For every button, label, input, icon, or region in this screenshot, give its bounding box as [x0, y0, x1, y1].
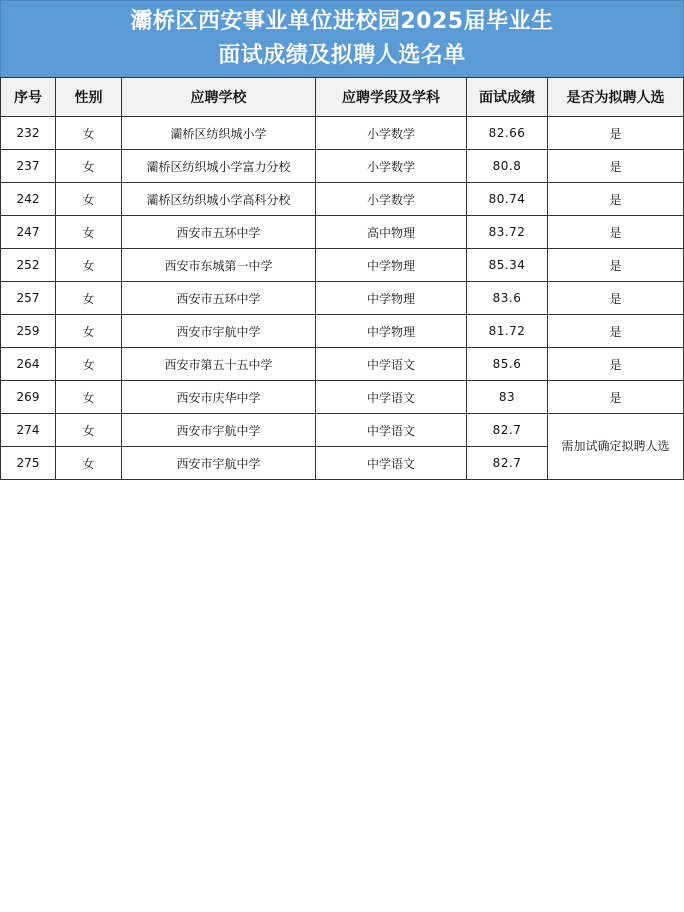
table-row — [1, 183, 684, 216]
cell-id: 252 — [1, 249, 56, 282]
cell-score: 85.34 — [467, 249, 548, 282]
cell-school: 灞桥区纺织城小学富力分校 — [122, 150, 316, 183]
cell-id: 264 — [1, 348, 56, 381]
cell-id: 257 — [1, 282, 56, 315]
cell-school: 西安市五环中学 — [122, 216, 316, 249]
cell-gender: 女 — [56, 447, 122, 480]
table-row — [1, 117, 684, 150]
header-id: 序号 — [1, 78, 56, 117]
cell-result: 是 — [548, 216, 684, 249]
header-school: 应聘学校 — [122, 78, 316, 117]
cell-result: 是 — [548, 183, 684, 216]
cell-score: 82.7 — [467, 447, 548, 480]
cell-result: 是 — [548, 117, 684, 150]
cell-id: 275 — [1, 447, 56, 480]
cell-score: 80.74 — [467, 183, 548, 216]
cell-gender: 女 — [56, 150, 122, 183]
cell-subject: 中学语文 — [316, 447, 467, 480]
cell-result: 是 — [548, 348, 684, 381]
title-banner — [0, 0, 684, 78]
cell-id: 274 — [1, 414, 56, 447]
cell-score: 80.8 — [467, 150, 548, 183]
cell-score: 83 — [467, 381, 548, 414]
cell-school: 西安市宇航中学 — [122, 414, 316, 447]
title-line-2: 面试成绩及拟聘人选名单 — [218, 43, 466, 68]
cell-gender: 女 — [56, 117, 122, 150]
cell-result: 是 — [548, 150, 684, 183]
table-row — [1, 414, 684, 447]
cell-result: 是 — [548, 315, 684, 348]
cell-subject: 中学语文 — [316, 414, 467, 447]
cell-subject: 中学物理 — [316, 282, 467, 315]
cell-subject: 中学物理 — [316, 249, 467, 282]
cell-score: 81.72 — [467, 315, 548, 348]
cell-subject: 小学数学 — [316, 117, 467, 150]
cell-subject: 小学数学 — [316, 183, 467, 216]
cell-gender: 女 — [56, 414, 122, 447]
cell-result-merged: 需加试确定拟聘人选 — [548, 414, 684, 480]
cell-result: 是 — [548, 381, 684, 414]
cell-score: 82.7 — [467, 414, 548, 447]
cell-school: 西安市东城第一中学 — [122, 249, 316, 282]
cell-school: 西安市第五十五中学 — [122, 348, 316, 381]
cell-school: 西安市宇航中学 — [122, 315, 316, 348]
cell-gender: 女 — [56, 348, 122, 381]
cell-id: 242 — [1, 183, 56, 216]
cell-school: 西安市宇航中学 — [122, 447, 316, 480]
table-row — [1, 381, 684, 414]
cell-id: 259 — [1, 315, 56, 348]
cell-id: 247 — [1, 216, 56, 249]
cell-subject: 中学语文 — [316, 348, 467, 381]
table-row — [1, 282, 684, 315]
cell-id: 269 — [1, 381, 56, 414]
cell-school: 西安市庆华中学 — [122, 381, 316, 414]
cell-gender: 女 — [56, 216, 122, 249]
cell-school: 灞桥区纺织城小学 — [122, 117, 316, 150]
table-row — [1, 315, 684, 348]
table-row — [1, 216, 684, 249]
cell-score: 83.6 — [467, 282, 548, 315]
cell-subject: 中学语文 — [316, 381, 467, 414]
header-subject: 应聘学段及学科 — [316, 78, 467, 117]
cell-school: 灞桥区纺织城小学高科分校 — [122, 183, 316, 216]
cell-gender: 女 — [56, 249, 122, 282]
table-row — [1, 249, 684, 282]
cell-school: 西安市五环中学 — [122, 282, 316, 315]
cell-subject: 高中物理 — [316, 216, 467, 249]
cell-id: 232 — [1, 117, 56, 150]
header-score: 面试成绩 — [467, 78, 548, 117]
cell-gender: 女 — [56, 183, 122, 216]
cell-score: 85.6 — [467, 348, 548, 381]
cell-gender: 女 — [56, 282, 122, 315]
cell-score: 83.72 — [467, 216, 548, 249]
header-gender: 性别 — [56, 78, 122, 117]
table-row — [1, 150, 684, 183]
cell-result: 是 — [548, 249, 684, 282]
cell-subject: 中学物理 — [316, 315, 467, 348]
table-row — [1, 348, 684, 381]
cell-result: 是 — [548, 282, 684, 315]
cell-subject: 小学数学 — [316, 150, 467, 183]
header-result: 是否为拟聘人选 — [548, 78, 684, 117]
cell-id: 237 — [1, 150, 56, 183]
cell-score: 82.66 — [467, 117, 548, 150]
header-row — [1, 78, 684, 117]
title-line-1: 灞桥区西安事业单位进校园2025届毕业生 — [130, 9, 554, 34]
cell-gender: 女 — [56, 381, 122, 414]
candidate-table — [0, 77, 684, 480]
cell-gender: 女 — [56, 315, 122, 348]
